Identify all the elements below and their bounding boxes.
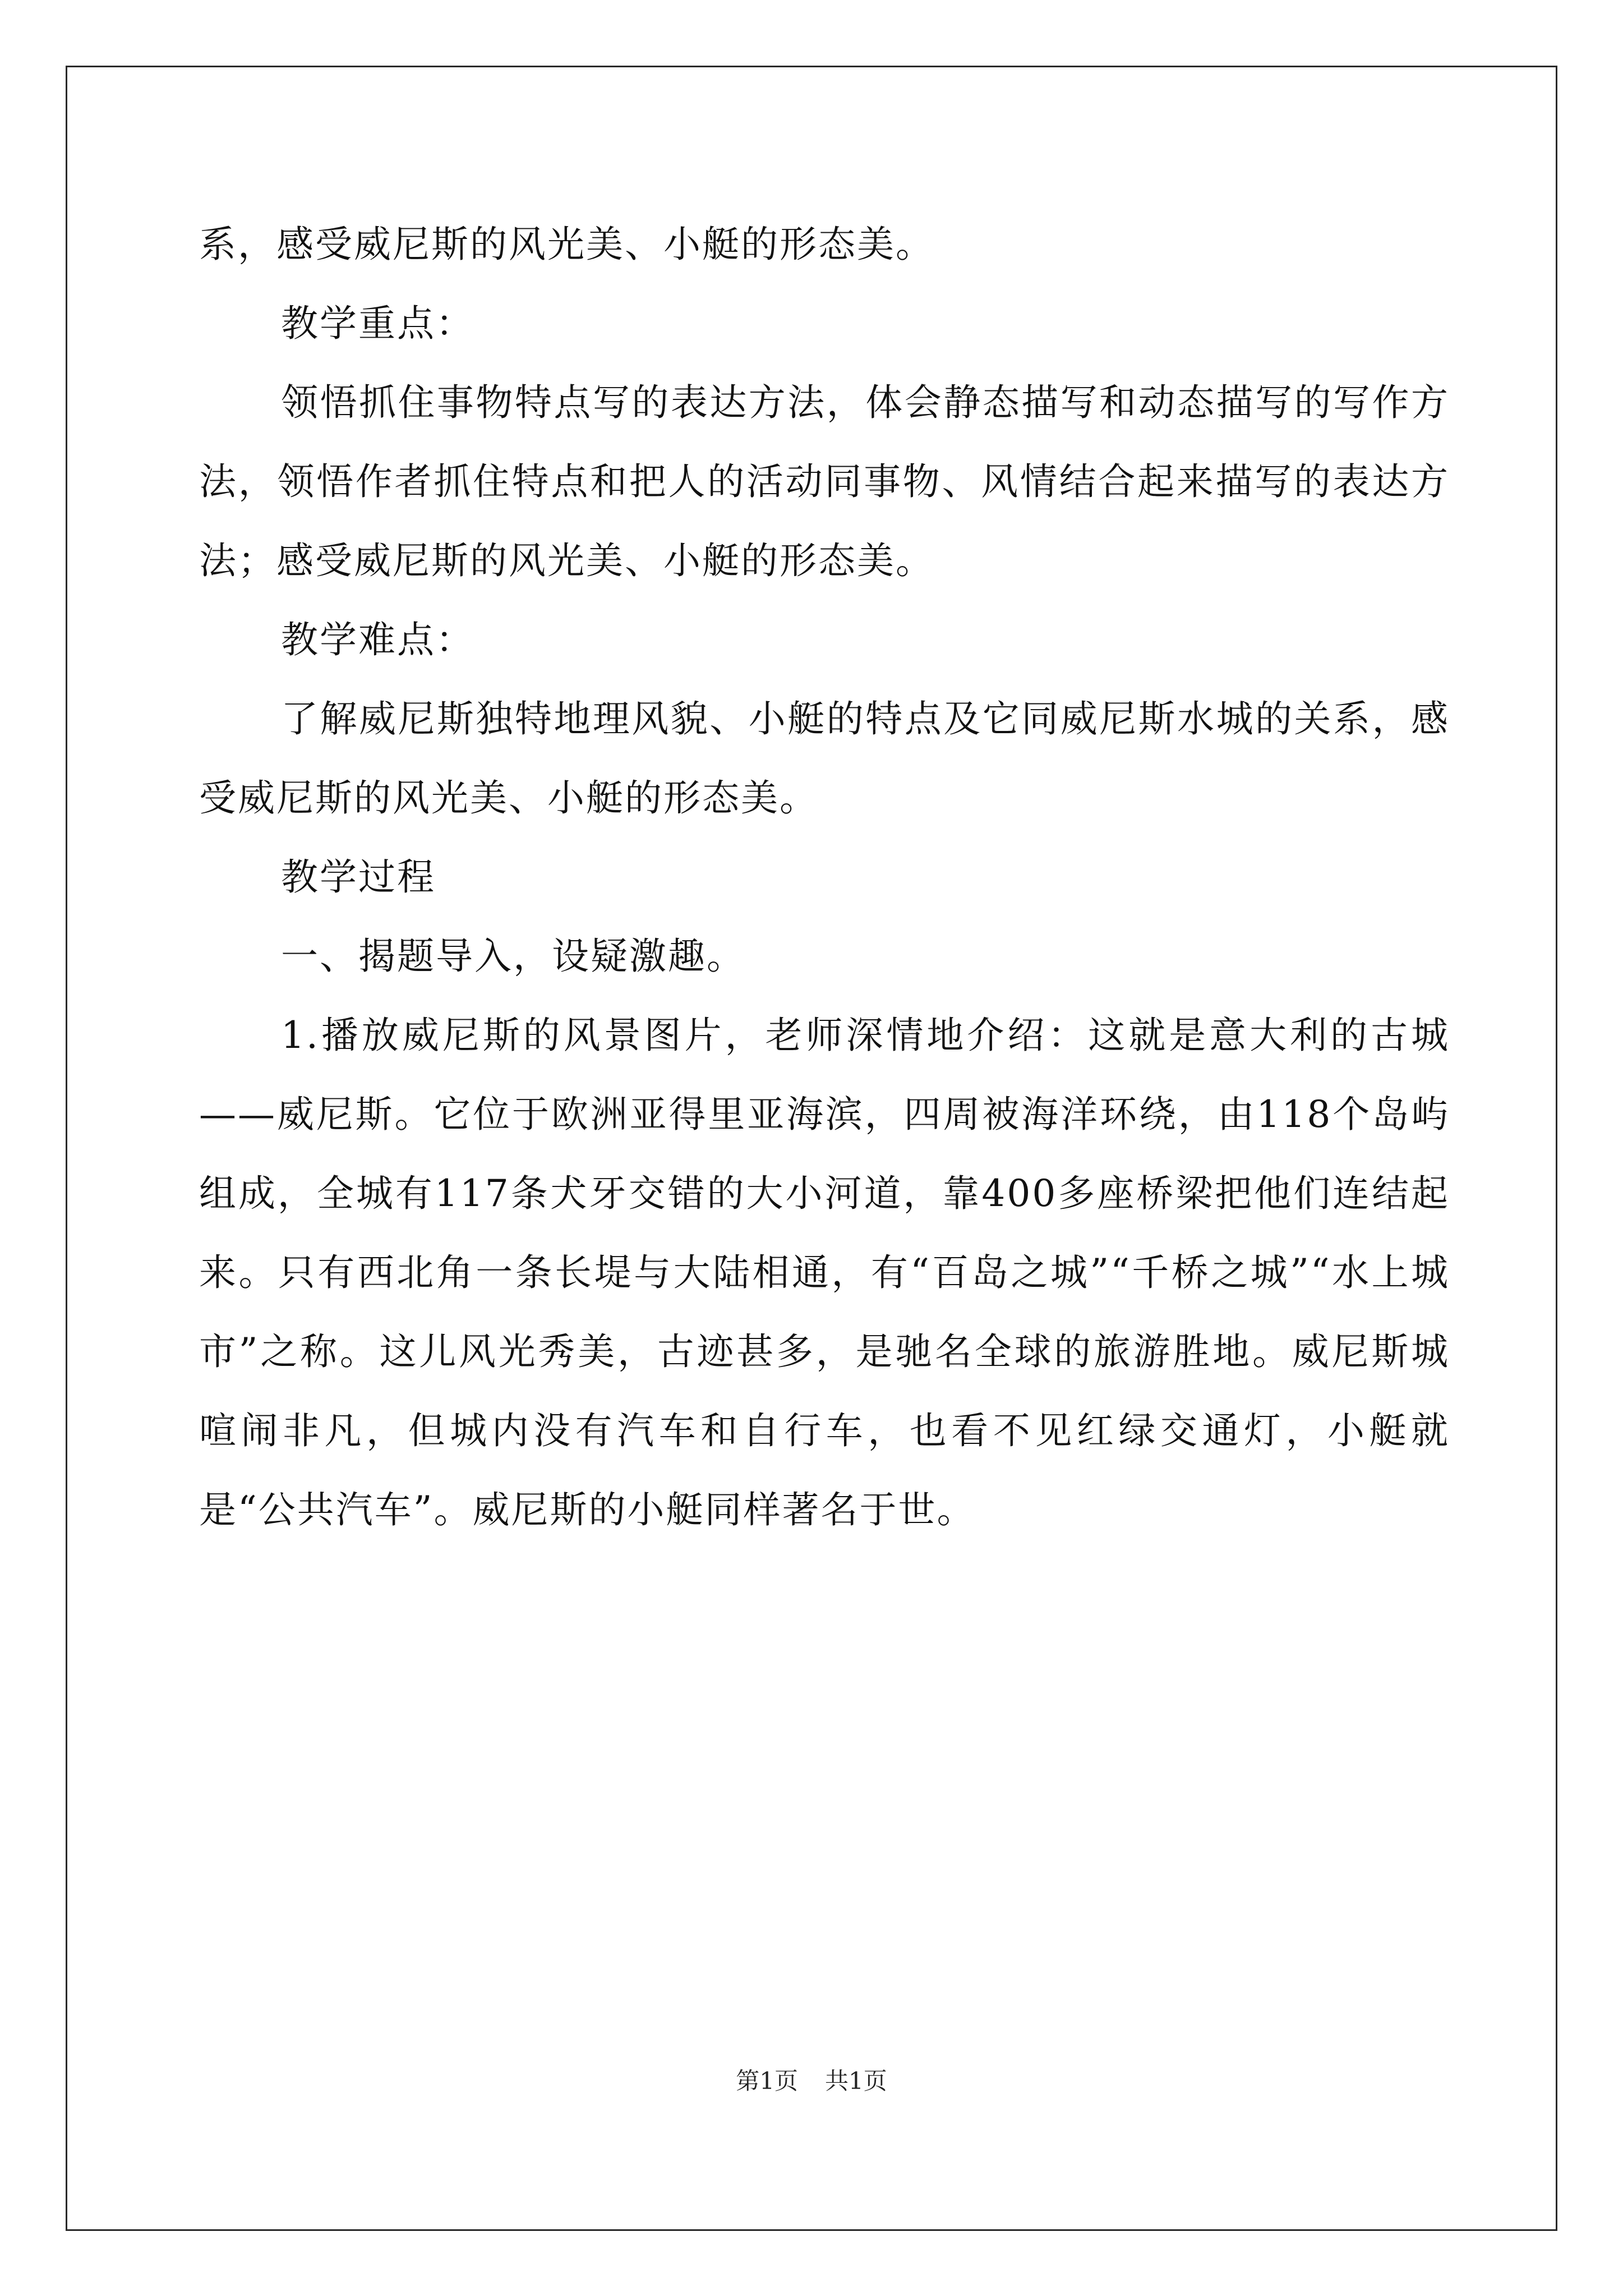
document-body <box>199 205 1450 1549</box>
paragraph: 系，感受威尼斯的风光美、小艇的形态美。 <box>199 223 934 266</box>
paragraph: 1.播放威尼斯的风景图片，老师深情地介绍：这就是意大利的古城——威尼斯。它位于欧洲亚得里亚海滨，四周被海洋环绕，由118个岛屿组成，全城有117条犬牙交错的大小河道，靠400多座桥梁把他们连结起来。只有西北角一条长堤与大陆相通，有“百岛之城”“千桥之城”“水上城市”之称。这儿风光秀美，古迹甚多，是驰名全球的旅游胜地。威尼斯城喧闹非凡，但城内没有汽车和自行车，也看不见红绿交通灯，小艇就是“公共汽车”。威尼斯的小艇同样著名于世。 <box>199 1014 1450 1531</box>
page-total: 共1页 <box>825 2067 887 2095</box>
paragraph: 了解威尼斯独特地理风貌、小艇的特点及它同威尼斯水城的关系，感受威尼斯的风光美、小艇的形态美。 <box>199 697 1450 820</box>
step-heading: 一、揭题导入，设疑激趣。 <box>281 935 745 978</box>
section-heading-difficulties: 教学难点： <box>281 618 474 661</box>
section-heading-process: 教学过程 <box>281 855 436 899</box>
page-number: 第1页 <box>736 2067 798 2095</box>
paragraph: 领悟抓住事物特点写的表达方法，体会静态描写和动态描写的写作方法，领悟作者抓住特点和把人的活动同事物、风情结合起来描写的表达方法；感受威尼斯的风光美、小艇的形态美。 <box>199 381 1450 582</box>
section-heading-key-points: 教学重点： <box>281 302 474 345</box>
page-footer <box>0 2067 1623 2095</box>
